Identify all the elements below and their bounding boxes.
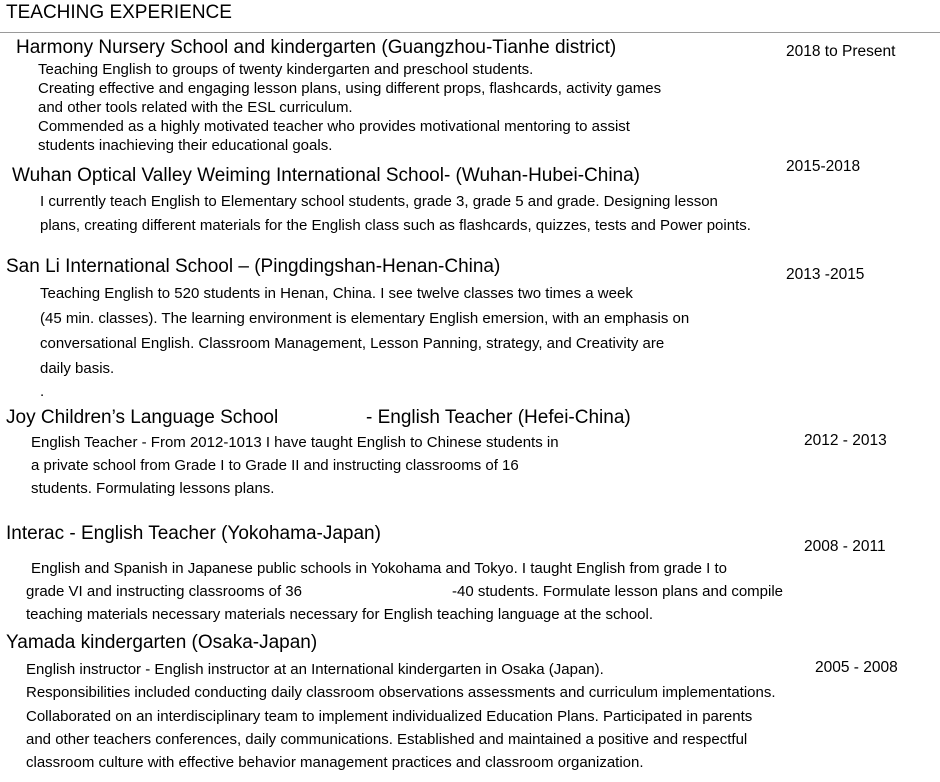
job-line: grade VI and instructing classrooms of 36 [26,583,302,600]
job-line: Collaborated on an interdisciplinary team to implement individualized Education Plans. Participated in parents [26,708,753,725]
job-line: and other tools related with the ESL curriculum. [38,99,353,116]
job-dates: 2005 - 2008 [815,659,898,676]
job-line: students. Formulating lessons plans. [31,480,275,497]
job-title: Wuhan Optical Valley Weiming International School- (Wuhan-Hubei-China) [12,165,641,186]
job-line: conversational English. Classroom Management, Lesson Panning, strategy, and Creativity are [40,335,665,352]
job-title: Interac - English Teacher (Yokohama-Japan) [6,523,381,544]
section-title: TEACHING EXPERIENCE [6,2,232,23]
job-title: Yamada kindergarten (Osaka-Japan) [6,632,318,653]
job-dates: 2013 -2015 [786,266,865,283]
job-line: English and Spanish in Japanese public schools in Yokohama and Tokyo. I taught English from grade I to [31,560,728,577]
job-line: Responsibilities included conducting daily classroom observations assessments and curriculum implementations. [26,684,776,701]
job-line: Teaching English to 520 students in Henan, China. I see twelve classes two times a week [40,285,633,302]
job-line: a private school from Grade I to Grade II and instructing classrooms of 16 [31,457,519,474]
job-line: daily basis. [40,360,115,377]
job-line: teaching materials necessary materials necessary for English teaching language at the school. [26,606,654,623]
job-line: classroom culture with effective behavior management practices and classroom organization. [26,754,644,771]
job-line: (45 min. classes). The learning environment is elementary English emersion, with an emphasis on [40,310,690,327]
job-dates: 2008 - 2011 [804,538,886,555]
job-line: Teaching English to groups of twenty kindergarten and preschool students. [38,61,534,78]
job-line: English instructor - English instructor at an International kindergarten in Osaka (Japan). [26,661,604,678]
job-title-role: - English Teacher (Hefei-China) [366,407,631,428]
job-dates: 2012 - 2013 [804,432,887,449]
job-line: plans, creating different materials for the English class such as flashcards, quizzes, tests and Power points. [40,217,751,234]
job-title: Harmony Nursery School and kindergarten (Guangzhou-Tianhe district) [16,37,617,58]
job-line: I currently teach English to Elementary school students, grade 3, grade 5 and grade. Designing lesson [40,193,718,210]
job-title: San Li International School – (Pingdingshan-Henan-China) [6,256,501,277]
job-line: and other teachers conferences, daily communications. Established and maintained a positive and respectful [26,731,748,748]
section-divider [0,32,940,33]
job-line: Creating effective and engaging lesson plans, using different props, flashcards, activity games [38,80,662,97]
job-line: Commended as a highly motivated teacher who provides motivational mentoring to assist [38,118,630,135]
job-dates: 2018 to Present [786,43,896,60]
job-line: -40 students. Formulate lesson plans and compile [452,583,784,600]
job-line: . [40,383,45,400]
job-line: students inachieving their educational goals. [38,137,333,154]
job-title: Joy Children’s Language School [6,407,279,428]
job-dates: 2015-2018 [786,158,861,175]
job-line: English Teacher - From 2012-1013 I have taught English to Chinese students in [31,434,559,451]
